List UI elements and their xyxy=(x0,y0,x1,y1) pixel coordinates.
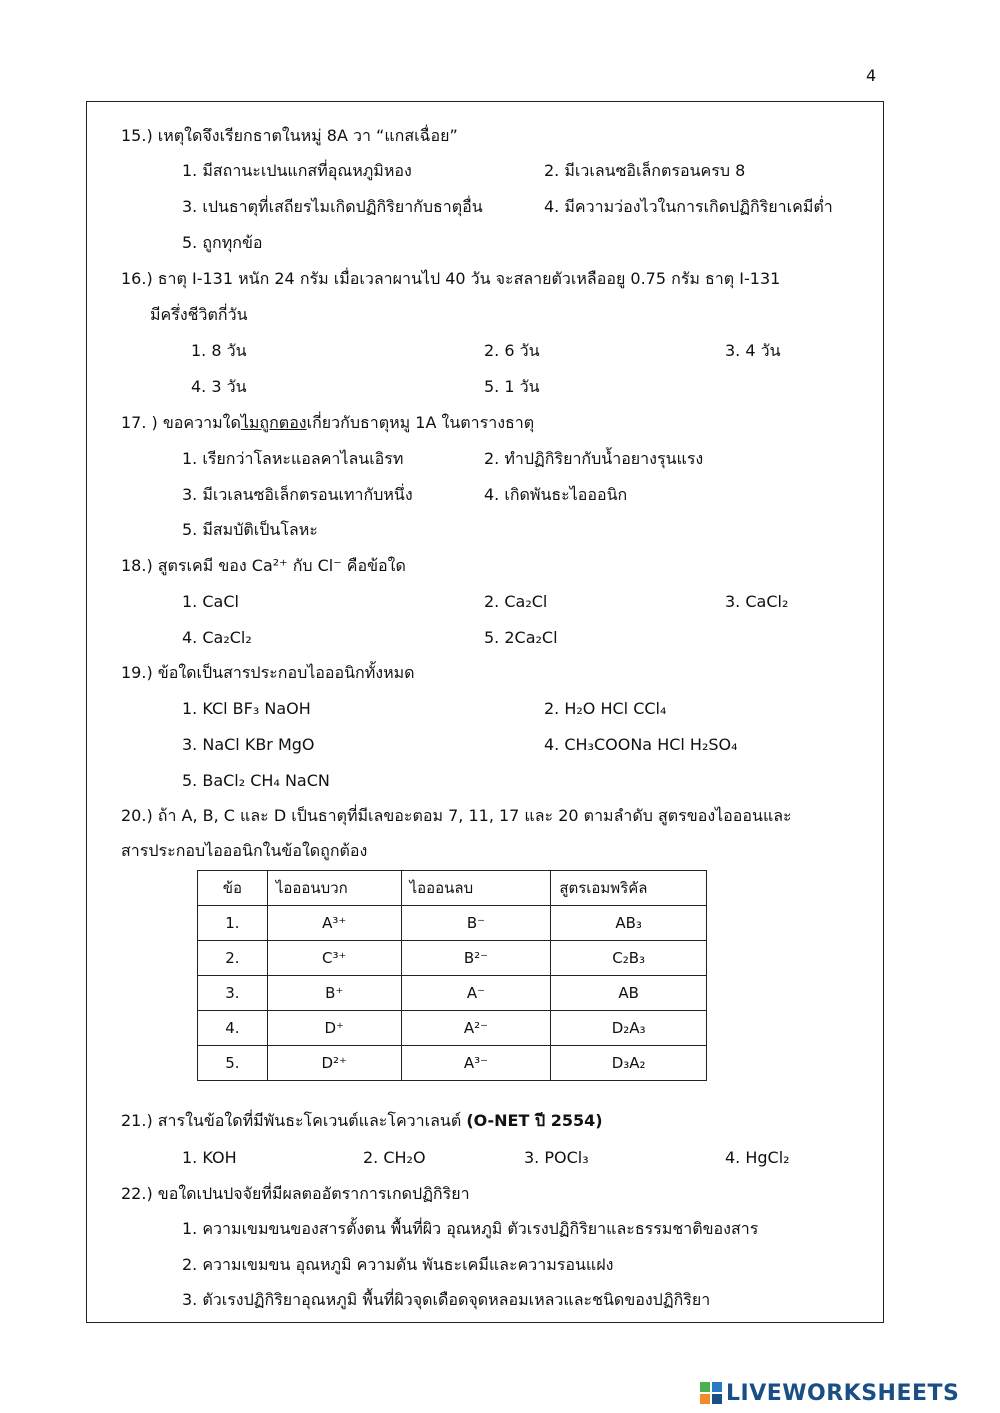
row-anion: B²⁻ xyxy=(401,941,551,976)
table-row[interactable] xyxy=(198,1011,707,1046)
row-formula: D₃A₂ xyxy=(551,1046,707,1081)
q22-choice-3[interactable]: 3. ตัวเรงปฏิกิริยาอุณหภูมิ พื้นที่ผิวจุดเดือดจุดหลอมเหลวและชนิดของปฏิกิริยา xyxy=(182,1290,711,1309)
q18-choice-1[interactable]: 1. CaCl xyxy=(182,592,239,611)
q17-choice-5[interactable]: 5. มีสมบัติเป็นโลหะ xyxy=(182,520,318,539)
q15-choice-3[interactable]: 3. เปนธาตุที่เสถียรไมเกิดปฏิกิริยากับธาตุอื่น xyxy=(182,197,483,216)
row-choice: 1. xyxy=(198,906,268,941)
row-anion: B⁻ xyxy=(401,906,551,941)
q16-choice-1[interactable]: 1. 8 วัน xyxy=(191,341,247,360)
ion-table-header-formula: สูตรเอมพริคัล xyxy=(551,871,707,906)
table-row[interactable] xyxy=(198,941,707,976)
ion-table-header-anion: ไอออนลบ xyxy=(401,871,551,906)
row-cation: D²⁺ xyxy=(267,1046,401,1081)
liveworksheets-brand[interactable] xyxy=(700,1380,959,1406)
q21-choice-4[interactable]: 4. HgCl₂ xyxy=(725,1148,790,1167)
page-number: 4 xyxy=(866,66,877,85)
q22-choice-1[interactable]: 1. ความเขมขนของสารตั้งตน พื้นที่ผิว อุณหภูมิ ตัวเรงปฏิกิริยาและธรรมชาติของสาร xyxy=(182,1219,759,1238)
q15-stem: 15.) เหตุใดจึงเรียกธาตในหมู่ 8A วา “แกสเฉื่อย” xyxy=(121,126,458,145)
q17-stem-post: เกี่ยวกับธาตุหมู 1A ในตารางธาตุ xyxy=(306,413,535,432)
q17-choice-4[interactable]: 4. เกิดพันธะไอออนิก xyxy=(484,485,628,504)
table-row[interactable] xyxy=(198,976,707,1011)
row-formula: AB xyxy=(551,976,707,1011)
ion-table-header-row xyxy=(198,871,707,906)
q21-stem xyxy=(121,1110,603,1132)
q17-stem-pre: 17. ) ขอความใด xyxy=(121,413,241,432)
q18-choice-5[interactable]: 5. 2Ca₂Cl xyxy=(484,628,558,647)
q21-stem-source: (O-NET ปี 2554) xyxy=(466,1111,603,1130)
ion-table-header-cation: ไอออนบวก xyxy=(267,871,401,906)
q18-choice-3[interactable]: 3. CaCl₂ xyxy=(725,592,789,611)
q16-stem-line2: มีครึ่งชีวิตกี่วัน xyxy=(150,305,248,324)
q21-choice-1[interactable]: 1. KOH xyxy=(182,1148,237,1167)
q18-choice-2[interactable]: 2. Ca₂Cl xyxy=(484,592,548,611)
q18-choice-4[interactable]: 4. Ca₂Cl₂ xyxy=(182,628,252,647)
q17-choice-3[interactable]: 3. มีเวเลนซอิเล็กตรอนเทากับหนึ่ง xyxy=(182,485,413,504)
q15-choice-2[interactable]: 2. มีเวเลนซอิเล็กตรอนครบ 8 xyxy=(544,161,746,180)
q19-choice-3[interactable]: 3. NaCl KBr MgO xyxy=(182,735,315,754)
row-formula: AB₃ xyxy=(551,906,707,941)
q22-stem: 22.) ขอใดเปนปจจัยที่มีผลตออัตราการเกดปฏิกิริยา xyxy=(121,1184,470,1203)
row-formula: C₂B₃ xyxy=(551,941,707,976)
row-anion: A⁻ xyxy=(401,976,551,1011)
q16-choice-4[interactable]: 4. 3 วัน xyxy=(191,377,247,396)
row-anion: A²⁻ xyxy=(401,1011,551,1046)
row-cation: C³⁺ xyxy=(267,941,401,976)
row-choice: 4. xyxy=(198,1011,268,1046)
q17-stem-underline: ไมถูกตอง xyxy=(240,413,307,432)
q18-stem: 18.) สูตรเคมี ของ Ca²⁺ กับ Cl⁻ คือข้อใด xyxy=(121,556,406,575)
table-row[interactable] xyxy=(198,906,707,941)
row-cation: A³⁺ xyxy=(267,906,401,941)
q15-choice-4[interactable]: 4. มีความว่องไวในการเกิดปฏิกิริยาเคมีต่ำ xyxy=(544,197,833,216)
row-choice: 3. xyxy=(198,976,268,1011)
q17-stem xyxy=(121,412,534,434)
row-anion: A³⁻ xyxy=(401,1046,551,1081)
q16-choice-5[interactable]: 5. 1 วัน xyxy=(484,377,540,396)
row-cation: B⁺ xyxy=(267,976,401,1011)
row-choice: 5. xyxy=(198,1046,268,1081)
q21-stem-text: 21.) สารในข้อใดที่มีพันธะโคเวนต์และโควาเลนต์ xyxy=(121,1111,462,1130)
ion-table-header-no: ข้อ xyxy=(198,871,268,906)
q19-choice-1[interactable]: 1. KCl BF₃ NaOH xyxy=(182,699,311,718)
q20-stem: 20.) ถ้า A, B, C และ D เป็นธาตุที่มีเลขอะตอม 7, 11, 17 และ 20 ตามลำดับ สูตรของไอออนและ xyxy=(121,806,792,825)
q20-stem-line2: สารประกอบไอออนิกในข้อใดถูกต้อง xyxy=(121,841,368,860)
row-cation: D⁺ xyxy=(267,1011,401,1046)
q19-stem: 19.) ข้อใดเป็นสารประกอบไอออนิกทั้งหมด xyxy=(121,663,415,682)
ion-table xyxy=(197,870,707,1081)
liveworksheets-logo-icon xyxy=(700,1382,722,1404)
q22-choice-2[interactable]: 2. ความเขมขน อุณหภูมิ ความดัน พันธะเคมีและความรอนแฝง xyxy=(182,1255,614,1274)
q19-choice-2[interactable]: 2. H₂O HCl CCl₄ xyxy=(544,699,667,718)
table-row[interactable] xyxy=(198,1046,707,1081)
brand-name: LIVEWORKSHEETS xyxy=(726,1380,960,1406)
q19-choice-4[interactable]: 4. CH₃COONa HCl H₂SO₄ xyxy=(544,735,738,754)
q17-choice-2[interactable]: 2. ทำปฏิกิริยากับน้ำอยางรุนแรง xyxy=(484,449,704,468)
q21-choice-3[interactable]: 3. POCl₃ xyxy=(524,1148,589,1167)
row-choice: 2. xyxy=(198,941,268,976)
q19-choice-5[interactable]: 5. BaCl₂ CH₄ NaCN xyxy=(182,771,330,790)
q15-choice-5[interactable]: 5. ถูกทุกข้อ xyxy=(182,233,263,252)
q16-choice-3[interactable]: 3. 4 วัน xyxy=(725,341,781,360)
row-formula: D₂A₃ xyxy=(551,1011,707,1046)
q15-choice-1[interactable]: 1. มีสถานะเปนแกสที่อุณหภูมิหอง xyxy=(182,161,412,180)
q16-choice-2[interactable]: 2. 6 วัน xyxy=(484,341,540,360)
q17-choice-1[interactable]: 1. เรียกว่าโลหะแอลคาไลนเอิรท xyxy=(182,449,404,468)
q21-choice-2[interactable]: 2. CH₂O xyxy=(363,1148,426,1167)
q16-stem: 16.) ธาตุ I-131 หนัก 24 กรัม เมื่อเวลาผานไป 40 วัน จะสลายตัวเหลืออยู 0.75 กรัม ธาตุ I-131 xyxy=(121,269,781,288)
